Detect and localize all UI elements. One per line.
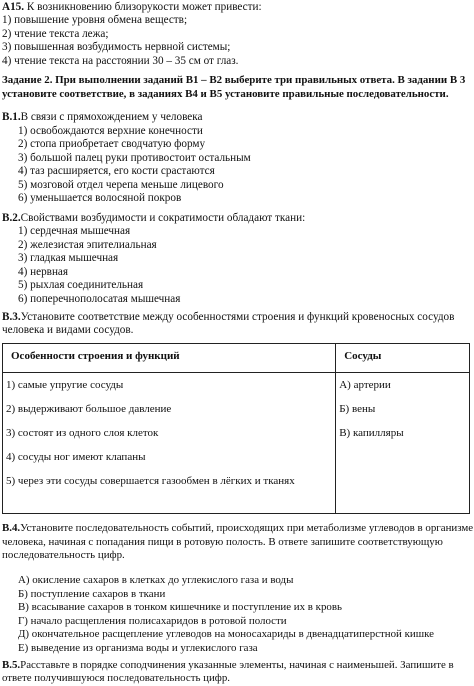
b2-option: 3) гладкая мышечная [18, 252, 119, 264]
b3-question-line1 [2, 311, 454, 324]
b4-option: В) всасывание сахаров в тонком кишечнике и поступление их в кровь [18, 601, 342, 613]
b4-option: Г) начало расщепления полисахаридов в ротовой полости [18, 615, 287, 627]
table-header-row [3, 344, 470, 373]
vessel-item: Б) вены [339, 403, 376, 415]
feature-item: 2) выдерживают большое давление [6, 403, 172, 415]
b2-option: 2) железистая эпителиальная [18, 239, 157, 251]
feature-item: 5) через эти сосуды совершается газообмен в лёгких и тканях [6, 475, 295, 487]
b1-option: 1) освобождаются верхние конечности [18, 125, 203, 137]
b4-option: Д) окончательное расщепление углеводов на моносахариды в двенадцатиперстной кишке [18, 628, 434, 640]
b2-option: 4) нервная [18, 266, 69, 278]
b2-question [2, 212, 305, 225]
a15-option: 1) повышение уровня обмена веществ; [2, 14, 188, 26]
b4-label: В.4. [2, 522, 21, 534]
b4-option: Е) выведение из организма воды и углекислого газа [18, 642, 258, 654]
b1-question-text: В связи с прямохождением у человека [20, 111, 203, 123]
vessel-item: А) артерии [339, 379, 391, 391]
b3-label: В.3. [2, 311, 21, 323]
b1-option: 6) уменьшается волосяной покров [18, 192, 182, 204]
features-cell [3, 373, 336, 514]
features-column-header: Особенности строения и функций [11, 350, 180, 362]
a15-option: 4) чтение текста на расстоянии 30 – 35 см от глаз. [2, 55, 239, 67]
table-header-cell [336, 344, 470, 373]
b2-question-text: Свойствами возбудимости и сократимости обладают ткани: [20, 212, 306, 224]
a15-option: 2) чтение текста лежа; [2, 28, 109, 40]
b1-option: 3) большой палец руки противостоит остальным [18, 152, 251, 164]
b4-option: Б) поступление сахаров в ткани [18, 588, 166, 600]
b2-option: 1) сердечная мышечная [18, 225, 131, 237]
b1-option: 5) мозговой отдел черепа меньше лицевого [18, 179, 224, 191]
a15-option: 3) повышенная возбудимость нервной системы; [2, 41, 231, 53]
b1-option: 2) стопа приобретает сводчатую форму [18, 138, 206, 150]
b5-question-line1 [2, 659, 454, 672]
a15-question-text: К возникновению близорукости может привести: [26, 1, 262, 13]
feature-item: 4) сосуды ног имеют клапаны [6, 451, 146, 463]
vessel-item: В) капилляры [339, 427, 404, 439]
a15-question [2, 1, 262, 14]
b2-option: 6) поперечнополосатая мышечная [18, 293, 181, 305]
b2-option: 5) рыхлая соединительная [18, 279, 144, 291]
feature-item: 1) самые упругие сосуды [6, 379, 124, 391]
vessels-table [2, 343, 470, 514]
table-header-cell [3, 344, 336, 373]
a15-label: А15. [2, 1, 25, 13]
b2-label: В.2. [2, 212, 21, 224]
b4-question-line1 [2, 522, 473, 535]
vessels-column-header: Сосуды [344, 350, 382, 362]
b4-question-line3: последовательность цифр. [2, 549, 125, 561]
b1-option: 4) таз расширяется, его кости срастаются [18, 165, 215, 177]
b1-question [2, 111, 203, 124]
b4-question-line2: человека, начиная с попадания пищи в ротовую полость. В ответе запишите соответствующую [2, 536, 443, 548]
task2-heading-line1: Задание 2. При выполнении заданий В1 – В2 выберите три правильных ответа. В задании В 3 [2, 74, 466, 86]
b5-question-text: Расставьте в порядке соподчинения указанные элементы, начиная с наименьшей. Запишите в [20, 659, 454, 671]
b3-question-text: Установите соответствие между особенностями строения и функций кровеносных сосудов [20, 311, 455, 323]
b1-label: В.1. [2, 111, 21, 123]
vessels-cell [336, 373, 470, 514]
b5-question-line2: ответе получившуюся последовательность цифр. [2, 672, 231, 684]
b4-question-text: Установите последовательность событий, происходящих при метаболизме углеводов в организме [20, 522, 474, 534]
table-row [3, 373, 470, 514]
feature-item: 3) состоят из одного слоя клеток [6, 427, 159, 439]
b4-option: А) окисление сахаров в клетках до углекислого газа и воды [18, 574, 294, 586]
b5-label: В.5. [2, 659, 21, 671]
b3-question-line2: человека и видами сосудов. [2, 324, 134, 336]
task2-heading-line2: установите соответствие, в заданиях В4 и В5 установите правильные последовательности. [2, 88, 449, 100]
